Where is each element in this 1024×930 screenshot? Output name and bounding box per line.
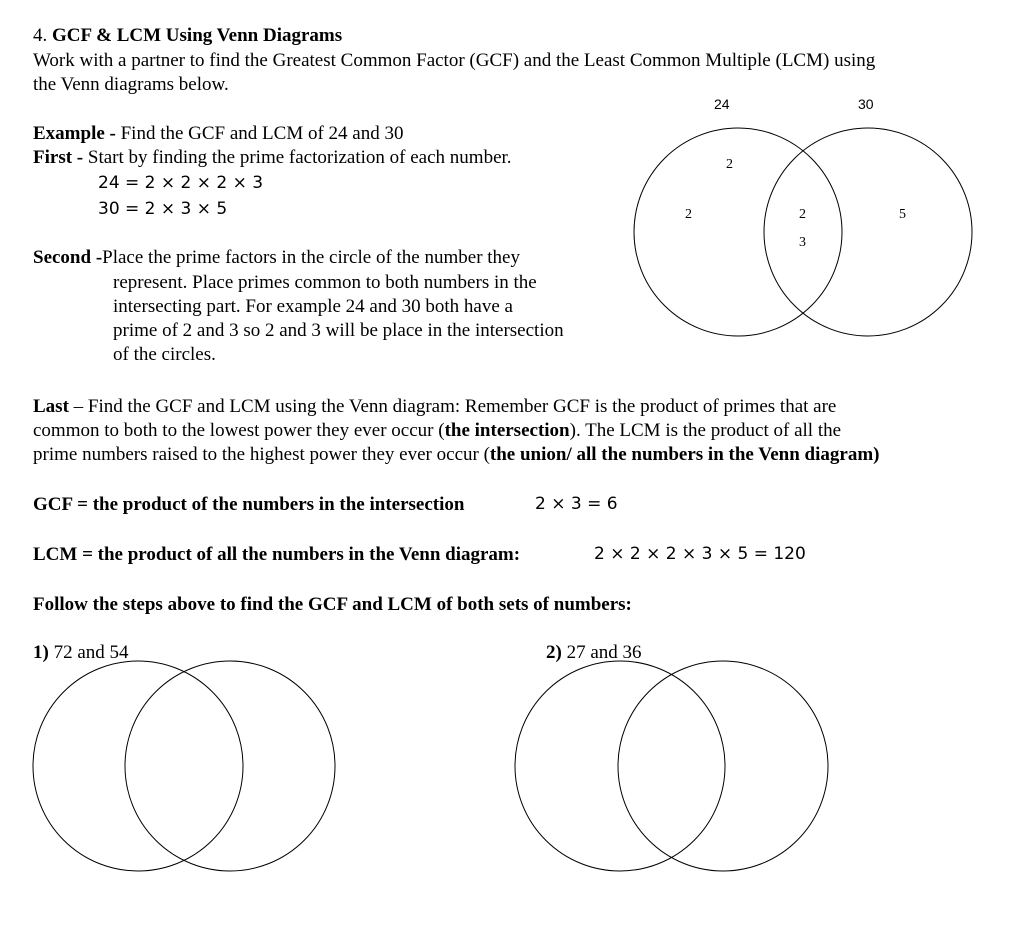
venn-intersection-factor-2: 3 <box>799 235 806 250</box>
last-step-text-3a: prime numbers raised to the highest power they ever occur ( <box>33 444 490 465</box>
first-step-text: Start by finding the prime factorization of each number. <box>83 147 512 168</box>
factorization-30: 30 = 2 × 3 × 5 <box>98 199 228 219</box>
factorization-24: 24 = 2 × 2 × 2 × 3 <box>98 173 264 193</box>
problem-number: 4. <box>33 25 48 46</box>
problem-2 <box>546 641 642 665</box>
last-step-text-2c: ). The LCM is the product of all the <box>569 420 842 441</box>
intro-line-1: Work with a partner to find the Greatest Common Factor (GCF) and the Least Common Multiple (LCM) using <box>33 50 876 71</box>
venn-problem1-right-circle <box>125 661 335 871</box>
second-step-text-4: prime of 2 and 3 so 2 and 3 will be place in the intersection <box>113 320 564 341</box>
last-step-line-2 <box>33 419 841 443</box>
venn-label-24: 24 <box>714 96 730 112</box>
last-step-label: Last <box>33 396 69 417</box>
venn-example-circle-24 <box>634 128 842 336</box>
last-step-line-1 <box>33 395 836 419</box>
venn-problem1-left-circle <box>33 661 243 871</box>
venn-example-circle-30 <box>764 128 972 336</box>
gcf-line <box>33 493 464 517</box>
problem-1-text: 72 and 54 <box>48 642 129 663</box>
venn-left-factor-top: 2 <box>726 157 733 172</box>
problem-2-number: 2) <box>546 642 562 663</box>
venn-right-factor: 5 <box>899 207 906 222</box>
first-step-label: First - <box>33 147 84 168</box>
intro-line-2: the Venn diagrams below. <box>33 74 229 95</box>
problem-1-number: 1) <box>33 642 49 663</box>
example-text: Find the GCF and LCM of 24 and 30 <box>115 123 404 144</box>
last-step-line-3 <box>33 443 879 467</box>
second-step-text-3: intersecting part. For example 24 and 30 both have a <box>113 296 513 317</box>
instructions-text: Follow the steps above to find the GCF and LCM of both sets of numbers: <box>33 594 632 615</box>
problem-2-text: 27 and 36 <box>561 642 642 663</box>
example-label: Example - <box>33 123 116 144</box>
venn-label-30: 30 <box>858 96 874 112</box>
last-step-text-2a: common to both to the lowest power they ever occur ( <box>33 420 445 441</box>
second-step-text-1: Place the prime factors in the circle of the number they <box>102 247 520 268</box>
lcm-label: LCM = the product of all the numbers in the Venn diagram: <box>33 544 521 565</box>
problem-title: GCF & LCM Using Venn Diagrams <box>52 25 343 46</box>
venn-intersection-factor-1: 2 <box>799 207 806 222</box>
venn-left-factor-mid: 2 <box>685 207 692 222</box>
instructions-line <box>33 593 632 617</box>
last-step-text-1: – Find the GCF and LCM using the Venn diagram: Remember GCF is the product of primes that are <box>68 396 837 417</box>
lcm-value: 2 × 2 × 2 × 3 × 5 = 120 <box>594 544 806 564</box>
last-step-text-3b: the union/ all the numbers in the Venn diagram) <box>489 444 880 465</box>
second-step-text-5: of the circles. <box>113 344 216 365</box>
venn-problem2-left-circle <box>515 661 725 871</box>
venn-problem2-right-circle <box>618 661 828 871</box>
gcf-label: GCF = the product of the numbers in the intersection <box>33 494 465 515</box>
second-step-text-2: represent. Place primes common to both numbers in the <box>113 272 537 293</box>
gcf-value: 2 × 3 = 6 <box>535 494 618 514</box>
last-step-text-2b: the intersection <box>444 420 570 441</box>
second-step-label: Second - <box>33 247 103 268</box>
problem-1 <box>33 641 129 665</box>
lcm-line <box>33 543 520 567</box>
